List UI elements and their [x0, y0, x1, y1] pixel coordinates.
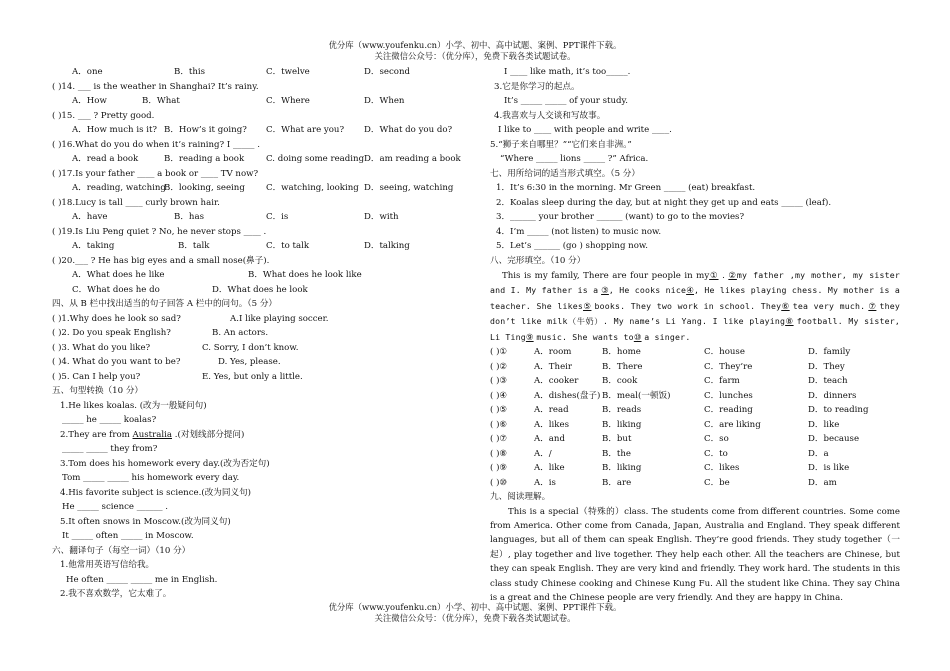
option-a: A．likes	[534, 419, 570, 430]
s6-answer-2: I ____ like math, it’s too_____.	[504, 67, 631, 77]
cloze-text: they don’t like milk（牛奶）. My name’s Li Yang. I like playing	[490, 300, 900, 327]
question-number: ( )④	[490, 390, 508, 401]
s5-question-5: 5.It often snows in Moscow.(改为同义句)	[60, 516, 231, 527]
right-column	[490, 65, 900, 605]
cloze-option-row	[490, 374, 900, 389]
option-a: A．Their	[534, 361, 573, 372]
question-number: ( )⑤	[490, 405, 508, 416]
question-20: ( )20.___ ? He has big eyes and a small nose(鼻子).	[52, 255, 270, 266]
page-footer	[0, 602, 950, 623]
cloze-option-row	[490, 345, 900, 360]
q18-options	[52, 210, 472, 225]
option-d: D．with	[364, 212, 399, 222]
cloze-text: my father ,my mother, my sister and I. My father is a	[490, 270, 900, 296]
option-b: B．looking, seeing	[164, 183, 245, 193]
option-d: D．like	[808, 419, 840, 430]
cloze-blank: ⑧	[785, 317, 794, 328]
s6-answer-3: It’s _____ _____ of your study.	[504, 96, 628, 106]
cloze-text: tea very much.	[792, 300, 866, 311]
s5-answer-1: _____ he _____ koalas?	[62, 415, 157, 425]
s6-question-2: 2.我不喜欢数学，它太难了。	[60, 589, 172, 599]
reading-passage: This is a special（特殊的）class. The students come from different countries. Some come from America. Other come from Canada, Japan, Australia and England. They speak different languages, but all of them can speak English. They’re good friends. They study together（一起）, play together and live together. They help each other. All the teachers are Chinese, but they can speak English. They are very kind and friendly. They work hard. The students in this class study Chinese cooking and Chinese Kung Fu. All the student like China. They say China is a great and the Chinese people are very friendly. And they are happy in China.	[490, 506, 900, 603]
option-a: A．cooker	[534, 376, 579, 387]
option-c: C．twelve	[266, 67, 310, 77]
option-b: B．are	[602, 477, 632, 488]
option-a: A．read	[534, 405, 569, 416]
question-15: ( )15. ___ ? Pretty good.	[52, 110, 155, 121]
option-c: C．lunches	[704, 390, 753, 401]
section-4-title: 四、从 B 栏中找出适当的句子回答 A 栏中的问句。（5 分）	[52, 299, 278, 309]
s5-q2-instruction: .(对划线部分提问)	[172, 429, 245, 440]
q20-options-row2	[52, 283, 472, 298]
cloze-blank: ⑥	[781, 301, 790, 312]
left-column	[52, 65, 472, 602]
question-number: ( )⑩	[490, 477, 508, 488]
cloze-blank: ⑤	[583, 301, 592, 312]
s7-item: 5．Let’s ______ (go ) shopping now.	[496, 241, 648, 251]
sec4-row	[52, 355, 472, 370]
option-b: B．liking	[602, 419, 642, 430]
option-c: C．likes	[704, 463, 740, 474]
option-c: C．be	[704, 477, 730, 488]
option-b: B．liking	[602, 463, 642, 474]
option-b: B．home	[602, 347, 641, 358]
footer-line-2: 关注微信公众号：（优分库），免费下载各类试题试卷。	[374, 612, 576, 623]
option-a: A．one	[72, 67, 103, 77]
q19-options	[52, 239, 472, 254]
column-a-item: ( )2. Do you speak English?	[52, 328, 171, 338]
cloze-blank: ⑨	[525, 332, 534, 343]
option-a: A．reading, watching	[72, 183, 166, 193]
question-19: ( )19.Is Liu Peng quiet ? No, he never stops ____ .	[52, 226, 267, 237]
cloze-text: a singer.	[644, 331, 691, 342]
option-d: D．They	[808, 361, 845, 372]
option-d: D．is like	[808, 463, 850, 474]
cloze-option-row	[490, 418, 900, 433]
option-c: C．house	[704, 347, 745, 358]
s7-item: 2．Koalas sleep during the day, but at night they get up and eats _____ (leaf).	[496, 197, 832, 208]
option-a: A．How	[72, 96, 107, 106]
s5-q2-text: 2.They are from	[60, 429, 133, 440]
q14-options	[52, 94, 472, 109]
cloze-option-row	[490, 432, 900, 447]
option-d: D．When	[364, 96, 405, 106]
option-d: D．What does he look	[212, 284, 308, 295]
option-d: D．teach	[808, 376, 848, 387]
column-a-item: ( )3. What do you like?	[52, 342, 151, 353]
column-b-item: D. Yes, please.	[218, 357, 281, 367]
s5-answer-5: It _____ often _____ in Moscow.	[62, 531, 194, 541]
s6-answer-4: I like to ____ with people and write ____.	[498, 125, 672, 135]
option-d: D．dinners	[808, 390, 857, 401]
option-c: C．so	[704, 434, 729, 445]
s6-question-4: 4.我喜欢与人交谈和写故事。	[494, 110, 606, 121]
option-a: A．dishes(盘子)	[534, 390, 601, 401]
option-b: B．What does he look like	[248, 270, 362, 280]
question-number: ( )⑦	[490, 434, 508, 445]
s5-answer-2: _____ _____ they from?	[62, 444, 158, 454]
sec4-row	[52, 312, 472, 327]
option-c: C．watching, looking	[266, 183, 359, 193]
cloze-blank: ⑩	[633, 332, 642, 343]
option-c: C．reading	[704, 405, 753, 416]
cloze-option-row	[490, 389, 900, 404]
cloze-option-row	[490, 461, 900, 476]
question-number: ( )⑨	[490, 463, 508, 474]
s6-answer-5: “Where _____ lions _____ ?” Africa.	[500, 154, 649, 164]
option-c: C．to talk	[266, 241, 310, 251]
cloze-option-row	[490, 360, 900, 375]
option-b: B．There	[602, 361, 643, 372]
question-number: ( )⑧	[490, 448, 508, 459]
option-d: D．a	[808, 448, 829, 459]
cloze-option-row	[490, 403, 900, 418]
s6-question-3: 3.它是你学习的起点。	[494, 81, 580, 92]
option-d: D．to reading	[808, 405, 869, 416]
s7-item: 1．It’s 6:30 in the morning. Mr Green _____ (eat) breakfast.	[496, 183, 756, 193]
option-c: C. doing some reading	[266, 154, 365, 164]
question-17: ( )17.Is your father ____ a book or ____ TV now?	[52, 168, 259, 179]
section-9-title: 九、阅读理解。	[490, 492, 551, 503]
cloze-text: , He cooks nice	[608, 285, 687, 296]
column-a-item: ( )4. What do you want to be?	[52, 357, 181, 367]
option-b: B．but	[602, 434, 632, 445]
underlined-word: Australia	[132, 429, 172, 440]
option-b: B．What	[142, 96, 180, 106]
option-a: A．is	[534, 477, 556, 488]
cloze-text: This is my family, There are four people in my	[502, 271, 710, 281]
option-c: C．Where	[266, 96, 310, 106]
option-b: B．reading a book	[164, 154, 245, 164]
cloze-text: football. My sister, Li Ting	[490, 316, 901, 342]
header-line-2: 关注微信公众号：（优分库），免费下载各类试题试卷。	[374, 50, 576, 61]
column-a-item: ( )1.Why does he look so sad?	[52, 313, 181, 324]
option-d: D．What do you do?	[364, 125, 453, 135]
s5-question-1: 1.He likes koalas. (改为一般疑问句)	[60, 400, 207, 411]
header-line-1: 优分库（www.youfenku.cn）小学、初中、高中试题、案例、PPT课件下载。	[328, 40, 622, 50]
cloze-passage: This is my family, There are four people in my① . ②my father ,my mother, my sister and I. My father is a ③, He cooks nice④, He likes playing chess. My mother is a teacher. She likes⑤ books. They two work in school. They⑥ tea very much. ⑦ they don’t like milk（牛奶）. My name’s Li Yang. I like playing⑧ football. My sister, Li Ting⑨ music. She wants to⑩ a singer.	[490, 270, 901, 343]
question-16: ( )16.What do you do when it’s raining? I _____ .	[52, 139, 260, 150]
s5-answer-3: Tom _____ _____ his homework every day.	[62, 473, 240, 483]
section-7-title: 七、用所给词的适当形式填空。（5 分）	[490, 168, 640, 179]
option-a: A．How much is it?	[72, 125, 158, 135]
option-c: C．They’re	[704, 361, 753, 372]
option-a: A．What does he like	[72, 270, 165, 280]
option-c: C．are liking	[704, 419, 761, 430]
section-8-title: 八、完形填空。（10 分）	[490, 255, 586, 266]
cloze-options	[490, 345, 900, 490]
s5-question-2	[52, 428, 472, 443]
section-6-title: 六、翻译句子（每空一词）（10 分）	[52, 545, 191, 556]
s6-question-1: 1.他常用英语写信给我。	[60, 560, 155, 570]
cloze-blank: ③	[601, 286, 609, 297]
sec4-row	[52, 370, 472, 385]
option-b: B．talk	[178, 241, 210, 251]
question-number: ( )③	[490, 376, 508, 387]
option-b: B．has	[174, 212, 204, 222]
cloze-blank: ⑦	[868, 301, 877, 312]
option-a: A．read a book	[72, 154, 139, 164]
option-d: D．because	[808, 434, 860, 445]
sec4-row	[52, 341, 472, 356]
question-18: ( )18.Lucy is tall ____ curly brown hair.	[52, 197, 220, 208]
cloze-blank: ④	[686, 286, 695, 297]
option-a: A．and	[534, 434, 565, 445]
option-b: B．the	[602, 448, 631, 459]
q17-options	[52, 181, 472, 196]
option-c: C．farm	[704, 376, 740, 387]
option-b: B．meal(一顿饭)	[602, 390, 671, 401]
option-c: C．is	[266, 212, 289, 222]
cloze-text: , He likes playing chess. My mother is a teacher. She likes	[490, 285, 900, 311]
option-a: A．like	[534, 463, 565, 474]
s6-answer-1: He often _____ _____ me in English.	[66, 574, 218, 585]
option-a: A．taking	[72, 241, 115, 251]
s5-question-4: 4.His favorite subject is science.(改为同义句)	[60, 487, 252, 498]
sec4-row	[52, 326, 472, 341]
option-c: C．What does he do	[72, 284, 160, 295]
section-5-title: 五、句型转换（10 分）	[52, 386, 144, 396]
question-number: ( )①	[490, 347, 508, 358]
option-d: D．family	[808, 347, 851, 358]
option-b: B．How’s it going?	[164, 125, 247, 135]
option-d: D．seeing, watching	[364, 183, 454, 193]
q16-options	[52, 152, 472, 167]
question-14: ( )14. ___ is the weather in Shanghai? It’s rainy.	[52, 81, 259, 92]
s7-item: 3．______ your brother ______ (want) to go to the movies?	[496, 212, 745, 222]
question-number: ( )②	[490, 361, 508, 372]
option-b: B．this	[174, 67, 206, 77]
option-d: D．second	[364, 67, 411, 77]
question-number: ( )⑥	[490, 419, 508, 430]
q15-options	[52, 123, 472, 138]
cloze-blank: ①	[709, 271, 719, 281]
option-b: B．cook	[602, 376, 638, 387]
s5-question-3: 3.Tom does his homework every day.(改为否定句)	[60, 458, 270, 469]
option-c: C．What are you?	[266, 125, 345, 135]
column-b-item: C. Sorry, I don’t know.	[202, 342, 299, 353]
option-d: D．am reading a book	[364, 154, 461, 164]
option-a: A．/	[534, 448, 552, 459]
cloze-option-row	[490, 476, 900, 491]
option-d: D．talking	[364, 241, 410, 251]
s5-answer-4: He _____ science ______ .	[62, 502, 168, 512]
column-b-item: E. Yes, but only a little.	[202, 371, 303, 382]
s7-item: 4．I’m _____ (not listen) to music now.	[496, 226, 662, 237]
s6-question-5: 5.“狮子来自哪里？”“它们来自非洲。”	[490, 139, 632, 150]
option-a: A．have	[72, 212, 108, 222]
cloze-text: music. She wants to	[536, 331, 634, 342]
option-c: C．to	[704, 448, 728, 459]
option-b: B．reads	[602, 405, 642, 416]
option-d: D．am	[808, 477, 837, 488]
footer-line-1: 优分库（www.youfenku.cn）小学、初中、高中试题、案例、PPT课件下载。	[328, 602, 622, 612]
q20-options-row1	[52, 268, 472, 283]
page-header	[0, 40, 950, 61]
cloze-blank: ②	[728, 271, 737, 281]
q13-options	[52, 65, 472, 80]
column-a-item: ( )5. Can I help you?	[52, 371, 141, 382]
column-b-item: B. An actors.	[212, 328, 269, 338]
option-a: A．room	[534, 347, 572, 358]
column-b-item: A.I like playing soccer.	[230, 313, 329, 324]
cloze-option-row	[490, 447, 900, 462]
cloze-text: books. They two work in school. They	[594, 300, 782, 311]
